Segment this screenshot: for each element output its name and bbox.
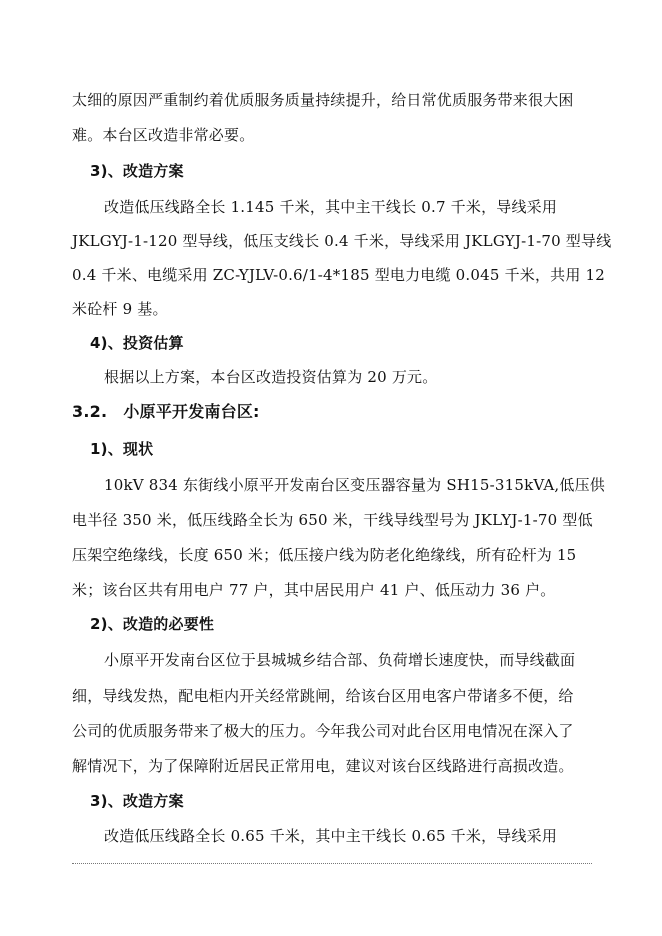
paragraph-line: 0.4 千米、电缆采用 ZC-YJLV-0.6/1-4*185 型电力电缆 0.045 千米，共用 12 [72, 266, 606, 284]
paragraph-line: 太细的原因严重制约着优质服务质量持续提升，给日常优质服务带来很大困 [72, 91, 574, 109]
paragraph-line: 米砼杆 9 基。 [72, 300, 168, 318]
paragraph-line: 10kV 834 东街线小原平开发南台区变压器容量为 SH15-315kVA,低压供 [104, 476, 605, 494]
paragraph-line: 公司的优质服务带来了极大的压力。今年我公司对此台区用电情况在深入了 [72, 722, 574, 740]
paragraph-line: 细，导线发热，配电柜内开关经常跳闸，给该台区用电客户带诸多不便，给 [72, 687, 574, 705]
paragraph-line: 改造低压线路全长 1.145 千米，其中主干线长 0.7 千米，导线采用 [104, 198, 558, 216]
paragraph-line: 根据以上方案，本台区改造投资估算为 20 万元。 [104, 368, 438, 386]
paragraph-line: JKLGYJ-1-120 型导线，低压支线长 0.4 千米，导线采用 JKLGYJ-1-70 型导线 [72, 232, 612, 250]
section-heading: 3.2. 小原平开发南台区: [72, 402, 260, 421]
heading-renovation-plan: 3)、改造方案 [90, 162, 184, 180]
paragraph-line: 难。本台区改造非常必要。 [72, 126, 255, 144]
heading-renovation-plan-2: 3)、改造方案 [90, 792, 184, 810]
paragraph-line: 小原平开发南台区位于县城城乡结合部、负荷增长速度快，而导线截面 [104, 651, 576, 669]
heading-current-status: 1)、现状 [90, 440, 154, 458]
footer-divider [72, 863, 592, 864]
heading-investment-estimate: 4)、投资估算 [90, 334, 184, 352]
paragraph-line: 压架空绝缘线，长度 650 米；低压接户线为防老化绝缘线，所有砼杆为 15 [72, 546, 577, 564]
paragraph-line: 改造低压线路全长 0.65 千米，其中主干线长 0.65 千米，导线采用 [104, 827, 558, 845]
paragraph-line: 米；该台区共有用电户 77 户，其中居民用户 41 户、低压动力 36 户。 [72, 581, 556, 599]
paragraph-line: 电半径 350 米，低压线路全长为 650 米，干线导线型号为 JKLYJ-1-70 型低 [72, 511, 593, 529]
heading-necessity: 2)、改造的必要性 [90, 615, 215, 633]
paragraph-line: 解情况下，为了保障附近居民正常用电，建议对该台区线路进行高损改造。 [72, 757, 574, 775]
